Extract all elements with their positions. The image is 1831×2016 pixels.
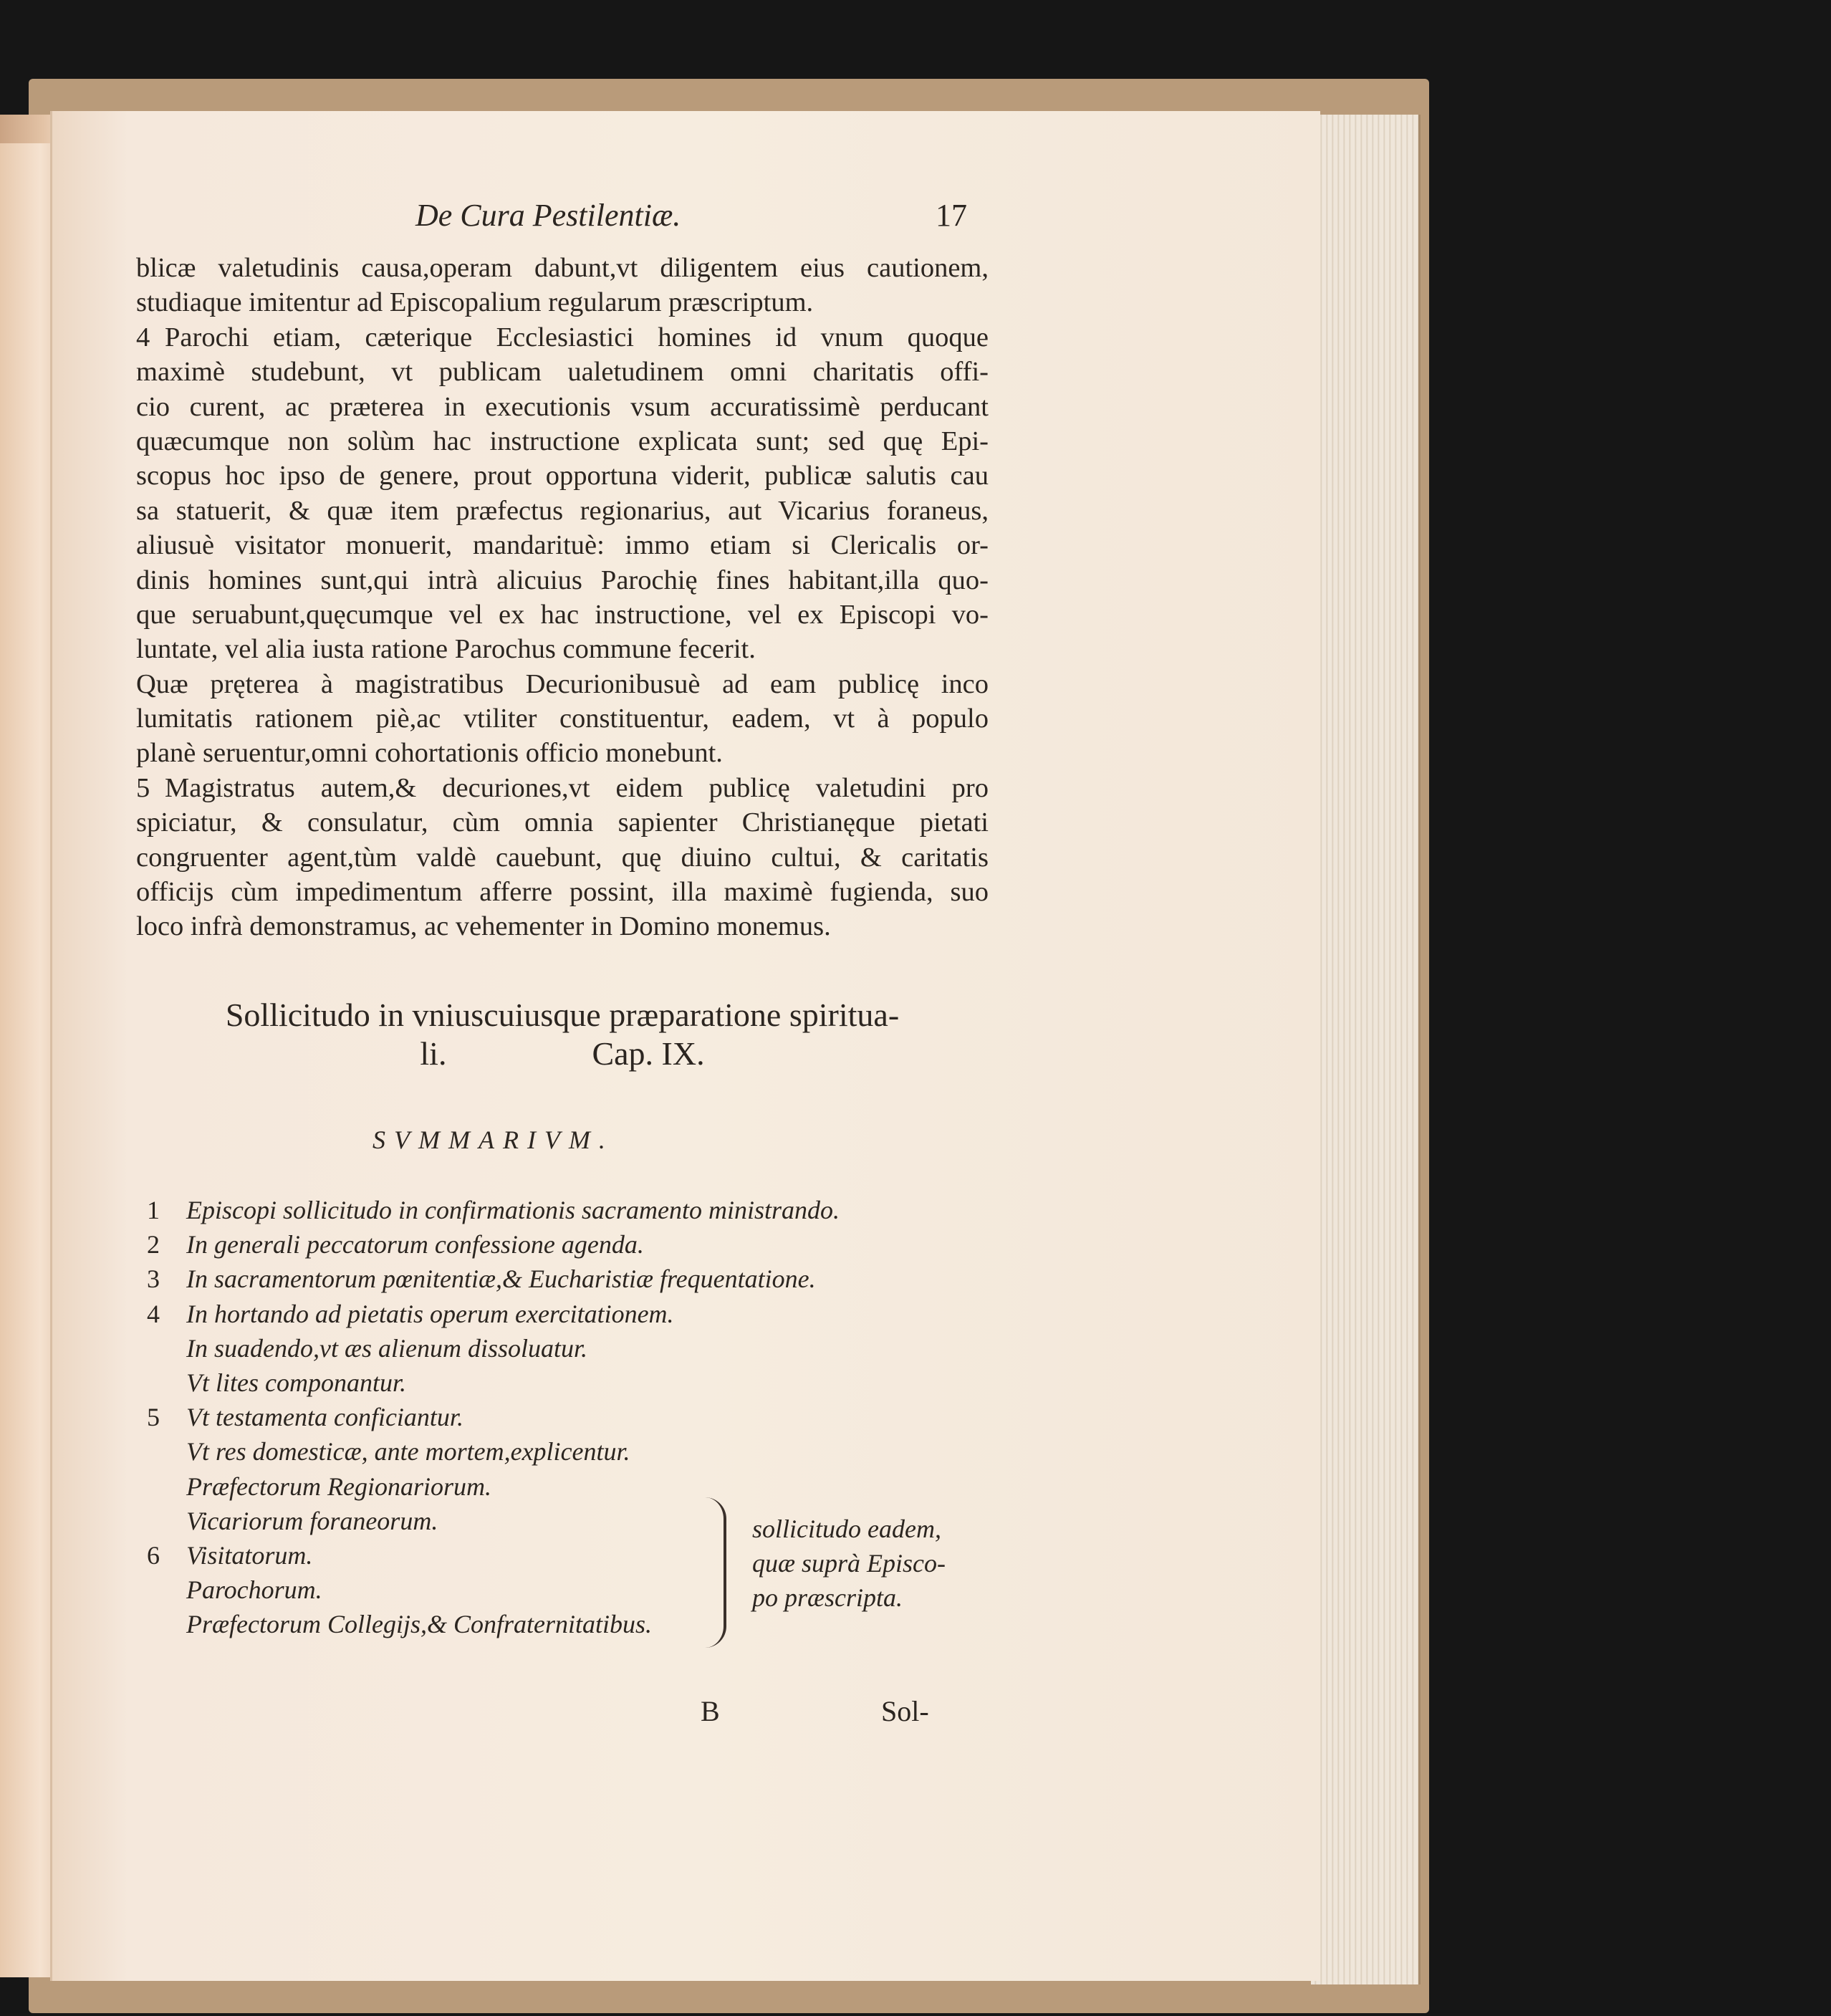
text-line: Quæ pręterea à magistratibus Decurionibusuè ad eam publicę inco (136, 668, 989, 699)
summary-number: 2 (147, 1230, 160, 1259)
paragraph-number: 5 (136, 772, 150, 803)
summary-number: 4 (147, 1299, 160, 1328)
summary-text: Parochorum. (186, 1575, 322, 1605)
running-title: De Cura Pestilentiæ. (415, 198, 681, 233)
summary-item (147, 1227, 863, 1262)
text-line: planè seruentur,omni cohortationis officio monebunt. (136, 738, 723, 769)
bracket-note-line: sollicitudo eadem, (752, 1515, 941, 1543)
chapter-heading-line (172, 1035, 953, 1073)
text-line: spiciatur, & consulatur, cùm omnia sapienter Christianęque pietati (136, 807, 989, 838)
summary-text: Visitatorum. (186, 1540, 313, 1570)
summary-text: Vicariorum foraneorum. (186, 1506, 438, 1535)
text-line: lumitatis rationem piè,ac vtiliter constituentur, eadem, vt à populo (136, 704, 989, 734)
summarium-title: SVMMARIVM. (373, 1125, 614, 1154)
summary-item (147, 1469, 863, 1504)
text-line: aliusuè visitator monuerit, mandarituè: immo etiam si Clericalis or- (136, 530, 989, 561)
summary-number: 6 (147, 1540, 160, 1570)
page-fore-edge (1311, 115, 1421, 1984)
summary-text: In sacramentorum pœnitentiæ,& Eucharistiæ frequentatione. (186, 1264, 816, 1294)
text-line: loco infrà demonstramus, ac vehementer in Domino monemus. (136, 911, 831, 942)
summary-item (147, 1262, 863, 1296)
summary-item (147, 1434, 863, 1469)
summary-text: Vt lites componantur. (186, 1368, 406, 1397)
text-line: scopus hoc ipso de genere, prout opportuna viderit, publicæ salutis cau (136, 461, 989, 491)
summary-text: Vt res domesticæ, ante mortem,explicentur. (186, 1437, 630, 1467)
summary-number: 5 (147, 1403, 160, 1432)
summary-item (147, 1331, 863, 1365)
summary-text: In hortando ad pietatis operum exercitationem. (186, 1299, 674, 1328)
body-text (136, 251, 989, 944)
text-line: dinis homines sunt,qui intrà alicuius Parochię fines habitant,illa quo- (136, 565, 989, 595)
text-line: que seruabunt,quęcumque vel ex hac instructione, vel ex Episcopi vo- (136, 599, 989, 630)
text-line: cio curent, ac præterea in executionis vsum accuratissimè perducant (136, 391, 989, 422)
text-line: maximè studebunt, vt publicam ualetudinem omni charitatis offi- (136, 357, 989, 388)
text-line: quæcumque non solùm hac instructione explicata sunt; sed quę Epi- (136, 426, 989, 456)
bracket-note-line: quæ suprà Episco- (752, 1549, 946, 1578)
chapter-number: Cap. IX. (592, 1035, 705, 1072)
text-line (136, 771, 989, 805)
running-head (394, 197, 967, 240)
text-line: studiaque imitentur ad Episcopalium regularum præscriptum. (136, 287, 814, 318)
signature-mark: B (701, 1695, 720, 1727)
paragraph-number: 4 (136, 322, 150, 352)
summary-number: 1 (147, 1196, 160, 1224)
bracket-note (752, 1512, 981, 1615)
summary-item (147, 1193, 863, 1227)
text-line-content: Magistratus autem,& decuriones,vt eidem publicę valetudini pro (165, 772, 989, 803)
text-line-content: Parochi etiam, cæterique Ecclesiastici homines id vnum quoque (165, 322, 989, 352)
text-line: officijs cùm impedimentum afferre possint, illa maximè fugienda, suo (136, 877, 989, 908)
summary-item (147, 1365, 863, 1400)
summary-text: In suadendo,vt æs alienum dissoluatur. (186, 1333, 588, 1363)
chapter-heading (172, 996, 953, 1073)
text-line: sa statuerit, & quæ item præfectus regionarius, aut Vicarius foraneus, (136, 495, 989, 526)
summary-item (147, 1297, 863, 1331)
summary-item (147, 1400, 863, 1434)
chapter-heading-end: li. (420, 1035, 447, 1072)
text-line (136, 320, 989, 355)
text-line: blicæ valetudinis causa,operam dabunt,vt diligentem eius cautionem, (136, 253, 989, 283)
summary-text: In generali peccatorum confessione agenda. (186, 1230, 644, 1259)
text-line: luntate, vel alia iusta ratione Parochus commune fecerit. (136, 634, 756, 665)
summary-text: Vt testamenta conficiantur. (186, 1403, 463, 1432)
curly-brace (702, 1497, 726, 1648)
text-line: congruenter agent,tùm valdè cauebunt, quę diuino cultui, & caritatis (136, 842, 989, 873)
summary-text: Præfectorum Regionariorum. (186, 1472, 491, 1501)
summary-number: 3 (147, 1264, 160, 1294)
catchword: Sol- (881, 1695, 929, 1727)
summary-text: Episcopi sollicitudo in confirmationis sacramento ministrando. (186, 1196, 840, 1224)
page-number: 17 (936, 198, 967, 233)
chapter-heading-line: Sollicitudo in vniuscuiusque præparatione spiritua- (225, 997, 900, 1033)
bracket-note-line: po præscripta. (752, 1583, 903, 1612)
summary-text: Præfectorum Collegijs,& Confraternitatibus. (186, 1610, 653, 1639)
